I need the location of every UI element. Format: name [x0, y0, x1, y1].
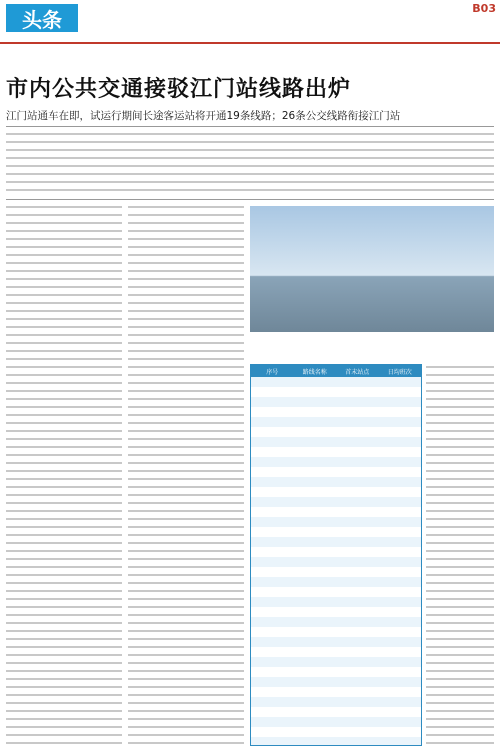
article-column-2-placeholder	[128, 206, 244, 744]
masthead	[0, 0, 500, 44]
subheadline: 江门站通车在即，试运行期间长途客运站将开通19条线路；26条公交线路衔接江门站	[6, 110, 401, 122]
illegible-text-placeholder	[426, 366, 494, 744]
table-body-placeholder	[251, 377, 421, 745]
table-header-index: 序号	[266, 368, 279, 376]
station-photo	[250, 206, 494, 332]
illegible-text-placeholder	[6, 133, 494, 193]
sidebar-column-placeholder	[426, 366, 494, 744]
table-header-row	[251, 365, 421, 377]
illegible-text-placeholder	[128, 206, 244, 744]
article-column-1-placeholder	[6, 206, 122, 744]
route-table	[250, 364, 422, 746]
table-header-route: 路线名称	[302, 368, 327, 376]
page-number: B03	[472, 2, 496, 15]
section-badge: 头条	[6, 4, 78, 32]
table-header-daily-trips: 日均班次	[387, 368, 412, 376]
illegible-text-placeholder	[6, 206, 122, 744]
lede-paragraph-placeholder	[6, 126, 494, 200]
table-header-terminals: 首末站点	[345, 368, 370, 376]
headline: 市内公共交通接驳江门站线路出炉	[6, 77, 352, 102]
